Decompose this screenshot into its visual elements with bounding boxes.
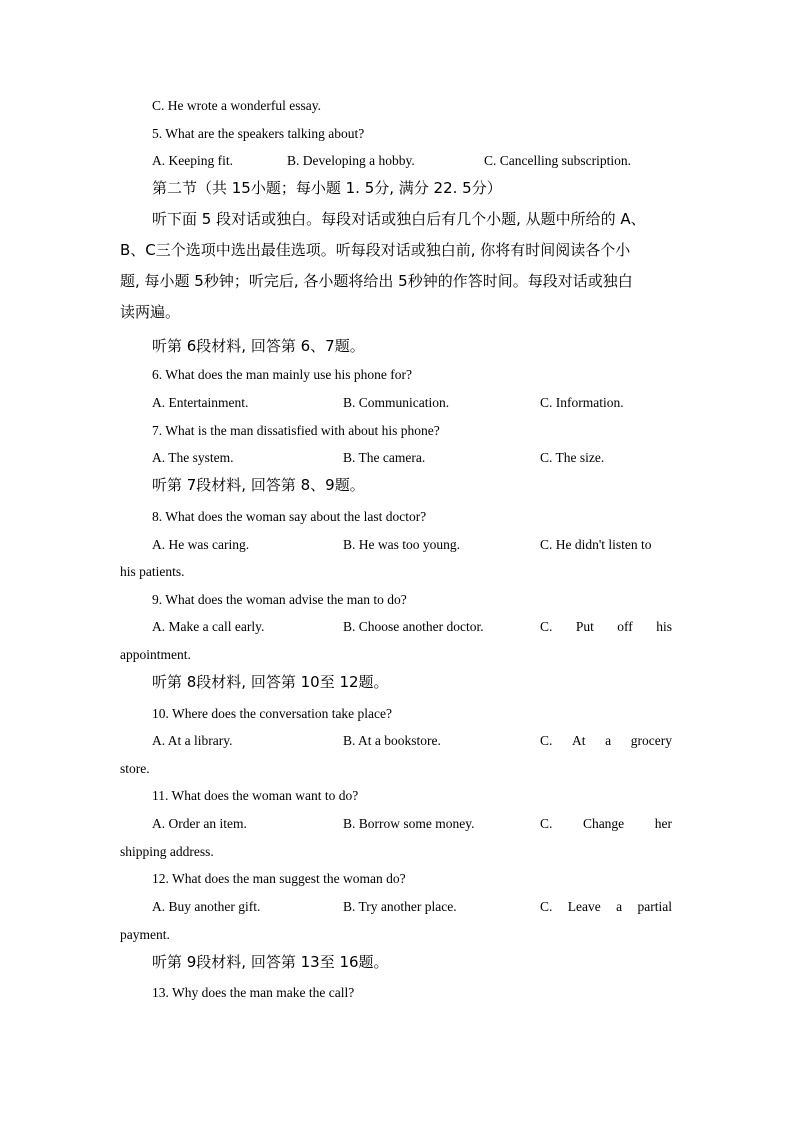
section-2-title: 第二节（共 15小题；每小题 1. 5分, 满分 22. 5分） (152, 179, 502, 197)
q9-option-c: C. Put off his (540, 619, 672, 634)
q8-option-a: A. He was caring. (152, 537, 250, 552)
q11-option-c: C. Change her (540, 816, 672, 831)
material-9-heading: 听第 9段材料, 回答第 13至 16题。 (152, 953, 389, 971)
question-5: 5. What are the speakers talking about? (152, 126, 365, 141)
q10-option-b: B. At a bookstore. (343, 733, 441, 748)
material-6-heading: 听第 6段材料, 回答第 6、7题。 (152, 337, 365, 355)
q11-option-b: B. Borrow some money. (343, 816, 475, 831)
q11-option-c-continued: shipping address. (120, 844, 214, 859)
q7-option-b: B. The camera. (343, 450, 426, 465)
q9-option-b: B. Choose another doctor. (343, 619, 484, 634)
q10-option-c: C. At a grocery (540, 733, 672, 748)
q6-option-b: B. Communication. (343, 395, 450, 410)
question-12: 12. What does the man suggest the woman do? (152, 871, 406, 886)
q6-option-c: C. Information. (540, 395, 624, 410)
material-8-heading: 听第 8段材料, 回答第 10至 12题。 (152, 673, 389, 691)
question-6: 6. What does the man mainly use his phone for? (152, 367, 412, 382)
q7-option-c: C. The size. (540, 450, 605, 465)
question-11: 11. What does the woman want to do? (152, 788, 359, 803)
question-10: 10. Where does the conversation take place? (152, 706, 393, 721)
q12-option-c-continued: payment. (120, 927, 170, 942)
instruction-line-3: 题, 每小题 5秒钟；听完后, 各小题将给出 5秒钟的作答时间。每段对话或独白 (120, 272, 633, 290)
instruction-line-2: B、C三个选项中选出最佳选项。听每段对话或独白前, 你将有时间阅读各个小 (120, 241, 631, 259)
q6-option-a: A. Entertainment. (152, 395, 249, 410)
instruction-line-1: 听下面 5 段对话或独白。每段对话或独白后有几个小题, 从题中所给的 A、 (152, 210, 646, 228)
question-8: 8. What does the woman say about the last doctor? (152, 509, 427, 524)
q10-option-c-continued: store. (120, 761, 150, 776)
q11-option-a: A. Order an item. (152, 816, 247, 831)
q12-option-c: C. Leave a partial (540, 899, 672, 914)
q5-option-c: C. Cancelling subscription. (484, 153, 631, 168)
q5-option-b: B. Developing a hobby. (287, 153, 415, 168)
q12-option-a: A. Buy another gift. (152, 899, 261, 914)
q8-option-c: C. He didn't listen to (540, 537, 652, 552)
q4-option-c: C. He wrote a wonderful essay. (152, 98, 321, 113)
q9-option-c-continued: appointment. (120, 647, 191, 662)
q5-option-a: A. Keeping fit. (152, 153, 233, 168)
q7-option-a: A. The system. (152, 450, 234, 465)
q12-option-b: B. Try another place. (343, 899, 457, 914)
material-7-heading: 听第 7段材料, 回答第 8、9题。 (152, 476, 365, 494)
q8-option-c-continued: his patients. (120, 564, 185, 579)
q8-option-b: B. He was too young. (343, 537, 460, 552)
q9-option-a: A. Make a call early. (152, 619, 265, 634)
question-9: 9. What does the woman advise the man to do? (152, 592, 407, 607)
question-7: 7. What is the man dissatisfied with about his phone? (152, 423, 440, 438)
q10-option-a: A. At a library. (152, 733, 233, 748)
instruction-line-4: 读两遍。 (120, 303, 181, 321)
question-13: 13. Why does the man make the call? (152, 985, 355, 1000)
